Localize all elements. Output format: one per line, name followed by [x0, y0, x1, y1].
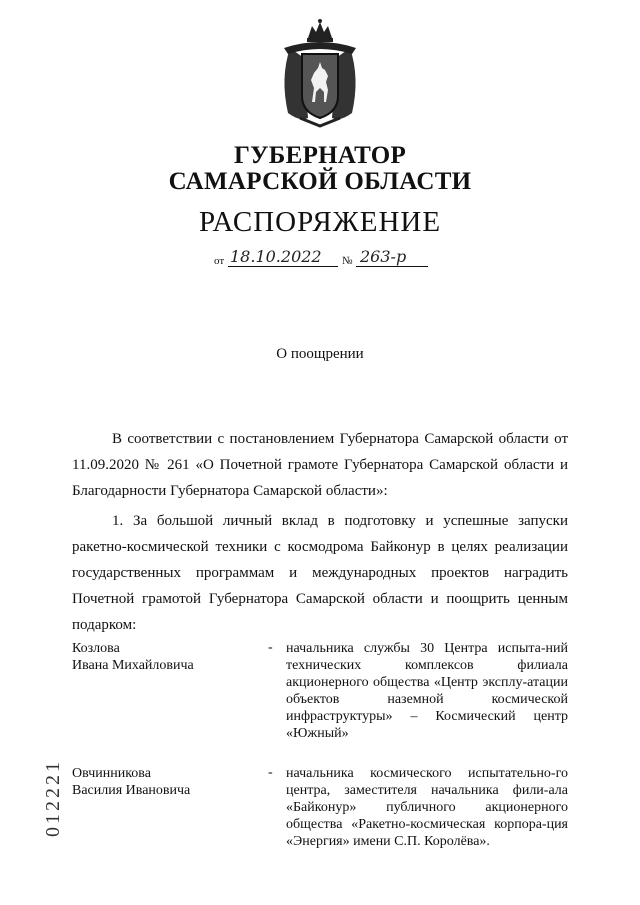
awardee-surname: Козлова: [72, 641, 120, 656]
number-underline: [356, 266, 428, 267]
awardee-given-names: Василия Ивановича: [72, 783, 191, 798]
serial-number-text: 012221: [42, 759, 64, 837]
awardee-dash: -: [268, 765, 273, 780]
date-value: 18.10.2022: [230, 247, 322, 266]
number-value: 263-р: [360, 247, 407, 266]
issuer-title-line1: ГУБЕРНАТОР: [233, 142, 407, 169]
awardee-position: начальника службы 30 Центра испыта-ний технических комплексов филиала акционерного общества «Центр эксплу-атации объектов наземной космической инфраструктуры» – Космический центр «Южный»: [286, 641, 568, 741]
paragraph-1: [72, 508, 568, 638]
awardee-name: [72, 640, 262, 674]
intro-paragraph-text: В соответствии с постановлением Губернатора Самарской области от 11.09.2020 № 261 «О Почетной грамоте Губернатора Самарской области и Благодарности Губернатора Самарской области»:: [72, 431, 568, 499]
document-type: РАСПОРЯЖЕНИЕ: [198, 206, 442, 238]
intro-paragraph: [72, 426, 568, 504]
date-prefix: от: [214, 255, 225, 267]
date-underline: [228, 266, 338, 267]
number-prefix: №: [342, 255, 353, 267]
coat-of-arms-icon: [270, 18, 370, 130]
awardee-name: [72, 765, 262, 799]
issuer-title-line2: САМАРСКОЙ ОБЛАСТИ: [168, 168, 472, 195]
awardee-surname: Овчинникова: [72, 766, 151, 781]
document-subject: О поощрении: [276, 346, 364, 362]
awardee-position: начальника космического испытательно-го центра, заместителя начальника фили-ала «Байконур» публичного акционерного общества «Ракетно-космическая корпора-ция «Энергия» имени С.П. Королёва».: [286, 766, 568, 849]
serial-number: [38, 745, 64, 845]
registration-line: [212, 247, 432, 271]
awardee-dash: -: [268, 640, 273, 655]
awardee-given-names: Ивана Михайловича: [72, 658, 194, 673]
paragraph-1-text: 1. За большой личный вклад в подготовку и успешные запуски ракетно-космической техники с космодрома Байконур в целях реализации государственных программам и международных проектов наградить Почетной грамотой Губернатора Самарской области и поощрить ценным подарком:: [72, 513, 568, 633]
